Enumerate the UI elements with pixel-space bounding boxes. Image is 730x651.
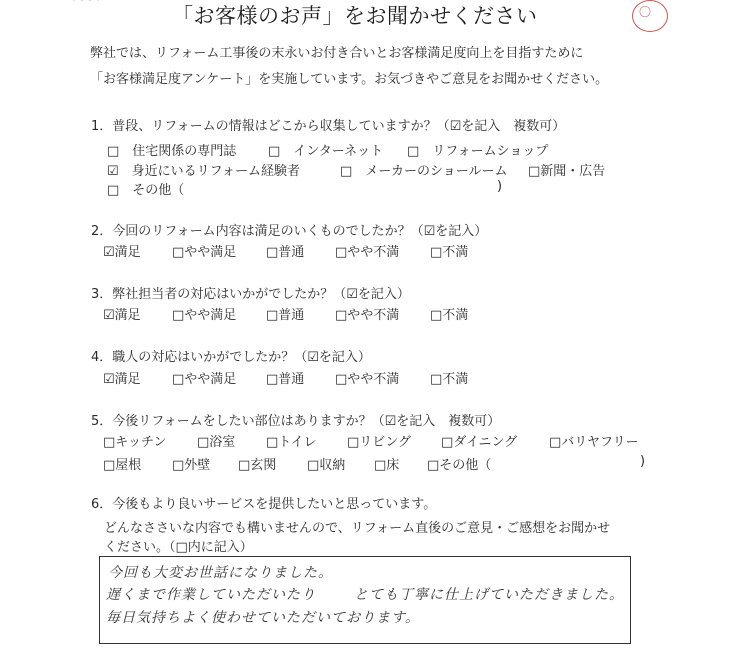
question-2: 2．今回のリフォーム内容は満足のいくものでしたか？（☑を記入） — [91, 224, 488, 239]
q3-option-satisfied[interactable]: ☑満足 — [103, 308, 141, 323]
q5-option-other[interactable]: □その他（ — [427, 458, 492, 473]
question-3: 3．弊社担当者の対応はいかがでしたか？（☑を記入） — [91, 287, 410, 302]
q5-option-roof[interactable]: □屋根 — [103, 458, 142, 473]
q4-option-somewhat-dissatisfied[interactable]: □やや不満 — [335, 372, 400, 387]
question-4: 4．職人の対応はいかがでしたか？（☑を記入） — [91, 350, 371, 365]
q1-option-showroom[interactable]: □ メーカーのショールーム — [340, 164, 508, 179]
q3-option-somewhat-satisfied[interactable]: □やや満足 — [172, 308, 237, 323]
comment-line-2a: 遅くまで作業していただいたり — [106, 587, 316, 603]
question-6: 6．今後もより良いサービスを提供したいと思っています。 — [91, 497, 437, 512]
q5-option-barrier-free[interactable]: □バリヤフリー — [549, 435, 639, 450]
q5-option-floor[interactable]: □床 — [374, 458, 400, 473]
q1-option-shop[interactable]: □ リフォームショップ — [407, 144, 549, 159]
page-title: 「お客様のお声」をお聞かせください — [172, 4, 538, 28]
stamp-mark: 〇 — [639, 5, 652, 19]
q2-option-dissatisfied[interactable]: □不満 — [430, 245, 469, 260]
q5-option-exterior-wall[interactable]: □外壁 — [172, 458, 211, 473]
q2-option-satisfied[interactable]: ☑満足 — [103, 245, 141, 260]
q5-option-kitchen[interactable]: □キッチン — [103, 435, 167, 450]
question-1: 1．普段、リフォームの情報はどこから収集していますか？（☑を記入 複数可） — [91, 119, 566, 134]
q1-option-acquaintance[interactable]: ☑ 身近にいるリフォーム経験者 — [107, 164, 301, 179]
comment-line-1: 今回も大変お世話になりました。 — [108, 565, 333, 581]
q5-option-dining[interactable]: □ダイニング — [441, 435, 518, 450]
comment-line-2b: とても丁寧に仕上げていただきました。 — [354, 587, 624, 603]
q4-option-neutral[interactable]: □普通 — [266, 372, 305, 387]
q4-option-satisfied[interactable]: ☑満足 — [103, 372, 141, 387]
question-5: 5．今後リフォームをしたい部位はありますか？（☑を記入 複数可） — [91, 414, 501, 429]
q5-option-entrance[interactable]: □玄関 — [238, 458, 277, 473]
intro-line-1: 弊社では、リフォーム工事後の末永いお付き合いとお客様満足度向上を目指すために — [90, 46, 584, 61]
q1-option-other[interactable]: □ その他（ — [107, 183, 185, 198]
q5-option-bathroom[interactable]: □浴室 — [197, 435, 236, 450]
q2-option-somewhat-satisfied[interactable]: □やや満足 — [172, 245, 237, 260]
margin-scribble: ⁀⁀⁀ — [74, 0, 99, 11]
q1-option-newspaper[interactable]: □新聞・広告 — [528, 164, 606, 179]
q2-option-neutral[interactable]: □普通 — [266, 245, 305, 260]
q1-other-close: ) — [497, 179, 503, 194]
q5-option-living[interactable]: □リビング — [347, 435, 412, 450]
q3-option-dissatisfied[interactable]: □不満 — [430, 308, 469, 323]
question-6-line-3: ください。（□内に記入） — [104, 540, 253, 555]
q4-option-somewhat-satisfied[interactable]: □やや満足 — [172, 372, 237, 387]
q3-option-somewhat-dissatisfied[interactable]: □やや不満 — [335, 308, 400, 323]
intro-line-2: 「お客様満足度アンケート」を実施しています。お気づきやご意見をお聞かせください。 — [90, 72, 609, 87]
comment-line-3: 毎日気持ちよく使わせていただいております。 — [106, 610, 420, 626]
q5-option-toilet[interactable]: □トイレ — [266, 435, 317, 450]
q5-other-close: ) — [640, 454, 646, 469]
q3-option-neutral[interactable]: □普通 — [266, 308, 305, 323]
question-6-line-2: どんなささいな内容でも構いませんので、リフォーム直後のご意見・ご感想をお聞かせ — [104, 521, 611, 536]
q5-option-storage[interactable]: □収納 — [307, 458, 346, 473]
q2-option-somewhat-dissatisfied[interactable]: □やや不満 — [335, 245, 400, 260]
q1-option-internet[interactable]: □ インターネット — [268, 144, 384, 159]
q4-option-dissatisfied[interactable]: □不満 — [430, 372, 469, 387]
q1-option-magazine[interactable]: □ 住宅関係の専門誌 — [107, 144, 237, 159]
